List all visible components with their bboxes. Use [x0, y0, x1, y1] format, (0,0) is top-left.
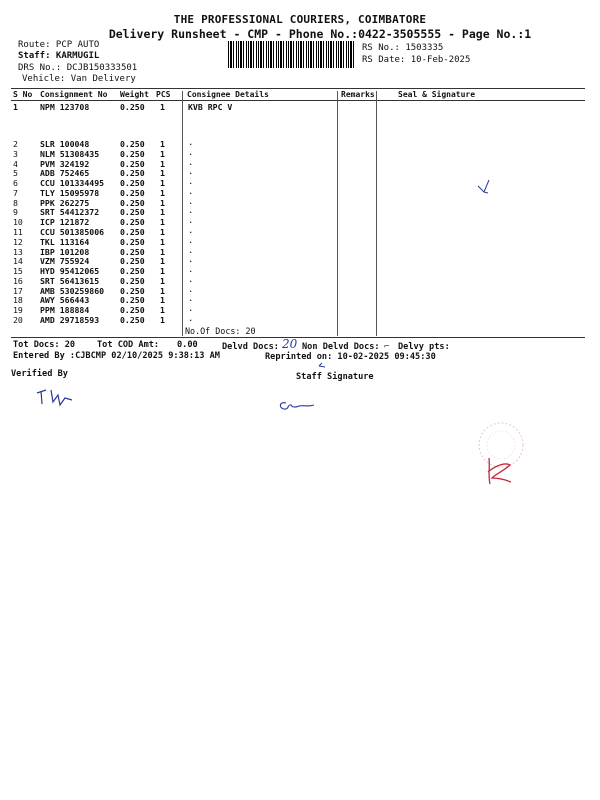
row-details: . [188, 226, 194, 236]
row-weight: 0.250 [120, 159, 145, 169]
row-pcs: 1 [160, 247, 165, 257]
col-pcs: PCS [156, 90, 171, 99]
row-consignment: SLR 100048 [40, 139, 90, 149]
no-of-docs: No.Of Docs: 20 [185, 326, 256, 336]
row-pcs: 1 [160, 256, 165, 266]
row-consignment: TKL 113164 [40, 237, 90, 247]
row-pcs: 1 [160, 159, 165, 169]
tot-cod-label: Tot COD Amt: [97, 340, 160, 350]
row-sno: 9 [13, 207, 18, 217]
row-weight: 0.250 [120, 188, 145, 198]
row-consignment: PVM 324192 [40, 159, 90, 169]
row-pcs: 1 [160, 188, 165, 198]
row-details: . [188, 275, 194, 285]
row-details: . [188, 314, 194, 324]
row-details: KVB RPC V [188, 102, 233, 112]
row-details: . [188, 197, 194, 207]
row-pcs: 1 [160, 266, 165, 276]
row-weight: 0.250 [120, 256, 145, 266]
row-sno: 11 [13, 227, 23, 237]
non-delvd-label: Non Delvd Docs: [302, 342, 380, 352]
staff-signature-label: Staff Signature [296, 372, 374, 382]
runsheet-title: Delivery Runsheet - CMP - Phone No.:0422-3505555 - Page No.:1 [108, 27, 532, 41]
row-weight: 0.250 [120, 149, 145, 159]
row-consignment: SRT 54412372 [40, 207, 100, 217]
col-remarks: Remarks [341, 90, 375, 99]
row-sno: 16 [13, 276, 23, 286]
row-details: . [188, 206, 194, 216]
row-sno: 15 [13, 266, 23, 276]
row-pcs: 1 [160, 217, 165, 227]
row-weight: 0.250 [120, 217, 145, 227]
row-consignment: VZM 755924 [40, 256, 90, 266]
rs-number: RS No.: 1503335 [362, 43, 444, 53]
dash-mark: ⌐ [384, 342, 390, 352]
row-consignment: CCU 501385006 [40, 227, 105, 237]
row-consignment: PPK 262275 [40, 198, 90, 208]
staff: Staff: KARMUGIL [18, 51, 100, 61]
row-details: . [188, 265, 194, 275]
row-details: . [188, 255, 194, 265]
row-consignment: NLM 51308435 [40, 149, 100, 159]
row-consignment: IBP 101208 [40, 247, 90, 257]
row-weight: 0.250 [120, 295, 145, 305]
row-sno: 2 [13, 139, 18, 149]
row-pcs: 1 [160, 178, 165, 188]
row-consignment: NPM 123708 [40, 102, 90, 112]
row-sno: 5 [13, 168, 18, 178]
row-sno: 19 [13, 305, 23, 315]
row-weight: 0.250 [120, 237, 145, 247]
col-seal: Seal & Signature [398, 90, 476, 99]
row-weight: 0.250 [120, 168, 145, 178]
staff-signature [280, 403, 314, 409]
row-pcs: 1 [160, 207, 165, 217]
row-consignment: CCU 101334495 [40, 178, 105, 188]
rs-date: RS Date: 10-Feb-2025 [362, 55, 471, 65]
row-weight: 0.250 [120, 305, 145, 315]
vehicle: Vehicle: Van Delivery [22, 74, 136, 84]
row-consignment: ICP 121872 [40, 217, 90, 227]
row-weight: 0.250 [120, 247, 145, 257]
row-sno: 10 [13, 217, 23, 227]
row-weight: 0.250 [120, 102, 145, 112]
row-weight: 0.250 [120, 207, 145, 217]
entered-by: Entered By :CJBCMP 02/10/2025 9:38:13 AM [13, 351, 220, 361]
row-sno: 17 [13, 286, 23, 296]
row-weight: 0.250 [120, 276, 145, 286]
row-pcs: 1 [160, 139, 165, 149]
row-pcs: 1 [160, 198, 165, 208]
row-sno: 14 [13, 256, 23, 266]
row-details: . [188, 148, 194, 158]
delvd-docs-handwritten: 20 [282, 337, 298, 351]
row-sno: 13 [13, 247, 23, 257]
verified-signature [37, 390, 72, 405]
row-details: . [188, 236, 194, 246]
row-pcs: 1 [160, 237, 165, 247]
row-details: . [188, 216, 194, 226]
row-pcs: 1 [160, 276, 165, 286]
delvy-pts: Delvy pts: [398, 342, 450, 352]
row-details: . [188, 246, 194, 256]
row-details: . [188, 187, 194, 197]
row-weight: 0.250 [120, 266, 145, 276]
row-details: . [188, 304, 194, 314]
row-pcs: 1 [160, 227, 165, 237]
faded-seal [479, 423, 523, 467]
reprinted-on: Reprinted on: 10-02-2025 09:45:30 [265, 352, 436, 362]
tot-cod-value: 0.00 [177, 340, 198, 350]
verified-by: Verified By [11, 369, 68, 379]
row-weight: 0.250 [120, 139, 145, 149]
row-consignment: HYD 95412065 [40, 266, 100, 276]
col-weight: Weight [120, 90, 149, 99]
row-sno: 12 [13, 237, 23, 247]
check-mark [478, 180, 489, 193]
row-pcs: 1 [160, 168, 165, 178]
col-consignment: Consignment No [40, 90, 108, 99]
row-consignment: AWY 566443 [40, 295, 90, 305]
delvd-docs-label: Delvd Docs: [222, 342, 279, 352]
row-consignment: PPM 188884 [40, 305, 90, 315]
row-sno: 4 [13, 159, 18, 169]
row-sno: 3 [13, 149, 18, 159]
row-weight: 0.250 [120, 286, 145, 296]
row-details: . [188, 285, 194, 295]
red-signature [488, 458, 511, 484]
row-weight: 0.250 [120, 315, 145, 325]
row-pcs: 1 [160, 315, 165, 325]
route: Route: PCP AUTO [18, 40, 100, 50]
row-consignment: TLY 15095978 [40, 188, 100, 198]
col-sno: S No [13, 90, 33, 99]
row-weight: 0.250 [120, 178, 145, 188]
col-consignee: Consignee Details [187, 90, 269, 99]
row-sno: 8 [13, 198, 18, 208]
row-details: . [188, 294, 194, 304]
row-details: . [188, 167, 194, 177]
company-title: THE PROFESSIONAL COURIERS, COIMBATORE [173, 13, 427, 26]
row-sno: 1 [13, 102, 18, 112]
row-weight: 0.250 [120, 227, 145, 237]
row-details: . [188, 138, 194, 148]
row-pcs: 1 [160, 305, 165, 315]
row-sno: 18 [13, 295, 23, 305]
row-weight: 0.250 [120, 198, 145, 208]
row-consignment: AMD 29718593 [40, 315, 100, 325]
row-details: . [188, 177, 194, 187]
row-sno: 20 [13, 315, 23, 325]
row-pcs: 1 [160, 149, 165, 159]
row-pcs: 1 [160, 286, 165, 296]
row-consignment: SRT 56413615 [40, 276, 100, 286]
row-sno: 7 [13, 188, 18, 198]
tot-docs: Tot Docs: 20 [13, 340, 76, 350]
row-consignment: AMB 530259860 [40, 286, 105, 296]
row-pcs: 1 [160, 295, 165, 305]
row-consignment: ADB 752465 [40, 168, 90, 178]
drs-number: DRS No.: DCJB150333501 [18, 63, 138, 73]
row-pcs: 1 [160, 102, 165, 112]
row-sno: 6 [13, 178, 18, 188]
row-details: . [188, 158, 194, 168]
